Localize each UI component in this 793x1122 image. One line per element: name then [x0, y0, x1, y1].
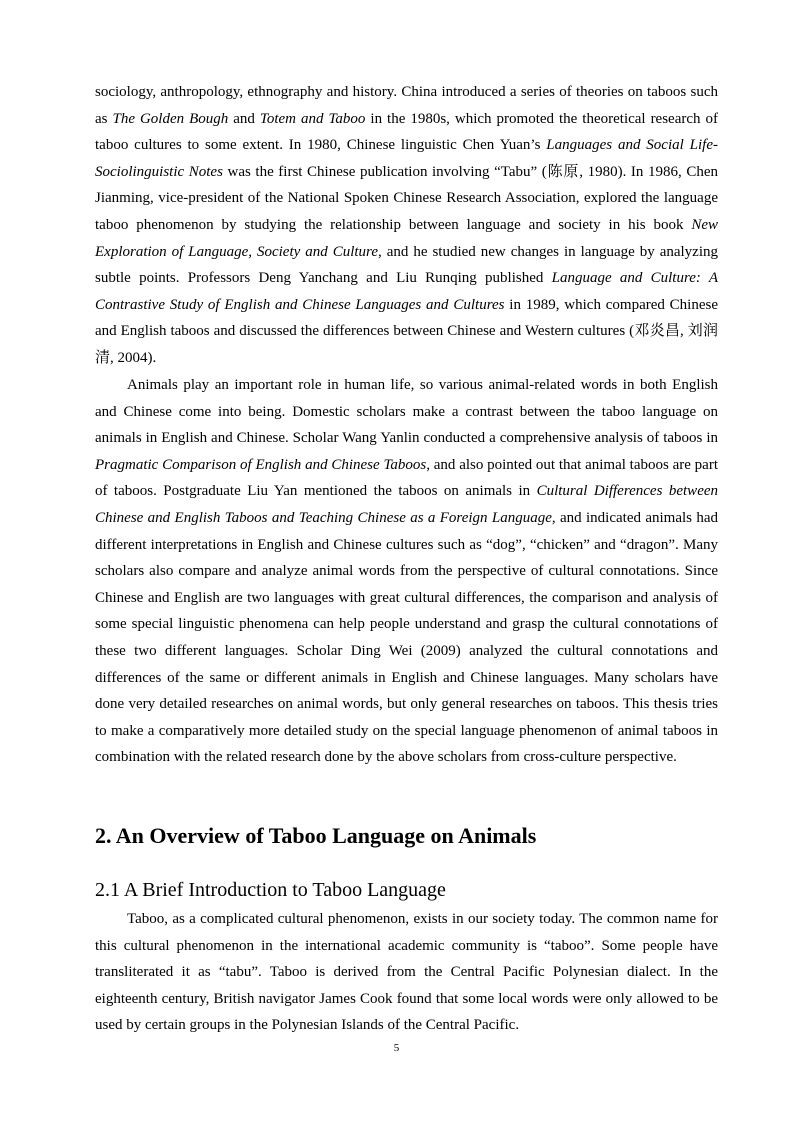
text-run: and	[228, 110, 260, 127]
text-run: , and also pointed out that animal taboos are part of taboos. Postgraduate Liu Yan mentioned the taboos on animals in	[95, 456, 718, 500]
text-run: Animals play an important role in human life, so various animal-related words in both English and Chinese come into being. Domestic scholars make a contrast between the taboo language on animals in English and Chinese. Scholar Wang Yanlin conducted a comprehensive analysis of taboos in	[95, 377, 718, 447]
italic-title: Pragmatic Comparison of English and Chinese Taboos	[95, 456, 427, 473]
italic-title: Totem and Taboo	[259, 110, 366, 127]
italic-title: New Exploration of Language, Society and Culture	[95, 216, 718, 260]
italic-title: Language and Culture: A Contrastive Study of English and Chinese Languages and Cultures	[95, 270, 719, 313]
body-paragraph-3	[95, 906, 718, 1039]
text-run: in 1989, which compared Chinese and English taboos and discussed the differences between Chinese and Western cultures (邓炎昌, 刘润清, 2004).	[95, 296, 718, 366]
body-paragraph-2	[95, 372, 718, 771]
body-paragraph-1	[95, 79, 718, 372]
text-run: Taboo, as a complicated cultural phenomenon, exists in our society today. The common name for this cultural phenomenon in the international academic community is “taboo”. Some people have transliterated it as “tabu”. Taboo is derived from the Central Pacific Polynesian dialect. In the eighteenth century, British navigator James Cook found that some local words were only allowed to be used by certain groups in the Polynesian Islands of the Central Pacific.	[95, 911, 718, 1034]
section-heading: 2. An Overview of Taboo Language on Animals	[95, 823, 537, 848]
text-run: , and indicated animals had different interpretations in English and Chinese cultures such as “dog”, “chicken” and “dragon”. Many scholars also compare and analyze animal words from the perspective of cultural connotations. Since Chinese and English are two languages with great cultural differences, the comparison and analysis of some special linguistic phenomena can help people understand and grasp the cultural connotations of these two different languages. Scholar Ding Wei (2009) analyzed the cultural connotations and differences of the same or different animals in English and Chinese languages. Many scholars have done very detailed researches on animal words, but only general researches on taboos. This thesis tries to make a comparatively more detailed study on the special language phenomenon of animal taboos in combination with the related research done by the above scholars from cross-culture perspective.	[95, 509, 719, 766]
text-run: was the first Chinese publication involving “Tabu” (陈原, 1980). In 1986, Chen Jianming, vice-president of the National Spoken Chinese Research Association, explored the language taboo phenomenon by studying the relationship between language and society in his book	[95, 163, 718, 233]
text-run: in the 1980s, which promoted the theoretical research of taboo cultures to some extent. In 1980, Chinese linguistic Chen Yuan’s	[95, 110, 718, 154]
page-number: 5	[393, 1042, 400, 1054]
italic-title: The Golden Bough	[112, 110, 229, 127]
subsection-heading: 2.1 A Brief Introduction to Taboo Language	[95, 879, 446, 901]
text-run: , and he studied new changes in language by analyzing subtle points. Professors Deng Yanchang and Liu Runqing published	[95, 243, 719, 287]
paragraph-text	[95, 906, 718, 1039]
paragraph-text	[95, 79, 718, 372]
italic-title: Cultural Differences between Chinese and English Taboos and Teaching Chinese as a Foreign Language	[95, 483, 719, 526]
italic-title: Languages and Social Life-Sociolinguistic Notes	[95, 137, 718, 180]
paragraph-text	[95, 372, 718, 771]
text-run: sociology, anthropology, ethnography and history. China introduced a series of theories on taboos such as	[95, 84, 718, 127]
